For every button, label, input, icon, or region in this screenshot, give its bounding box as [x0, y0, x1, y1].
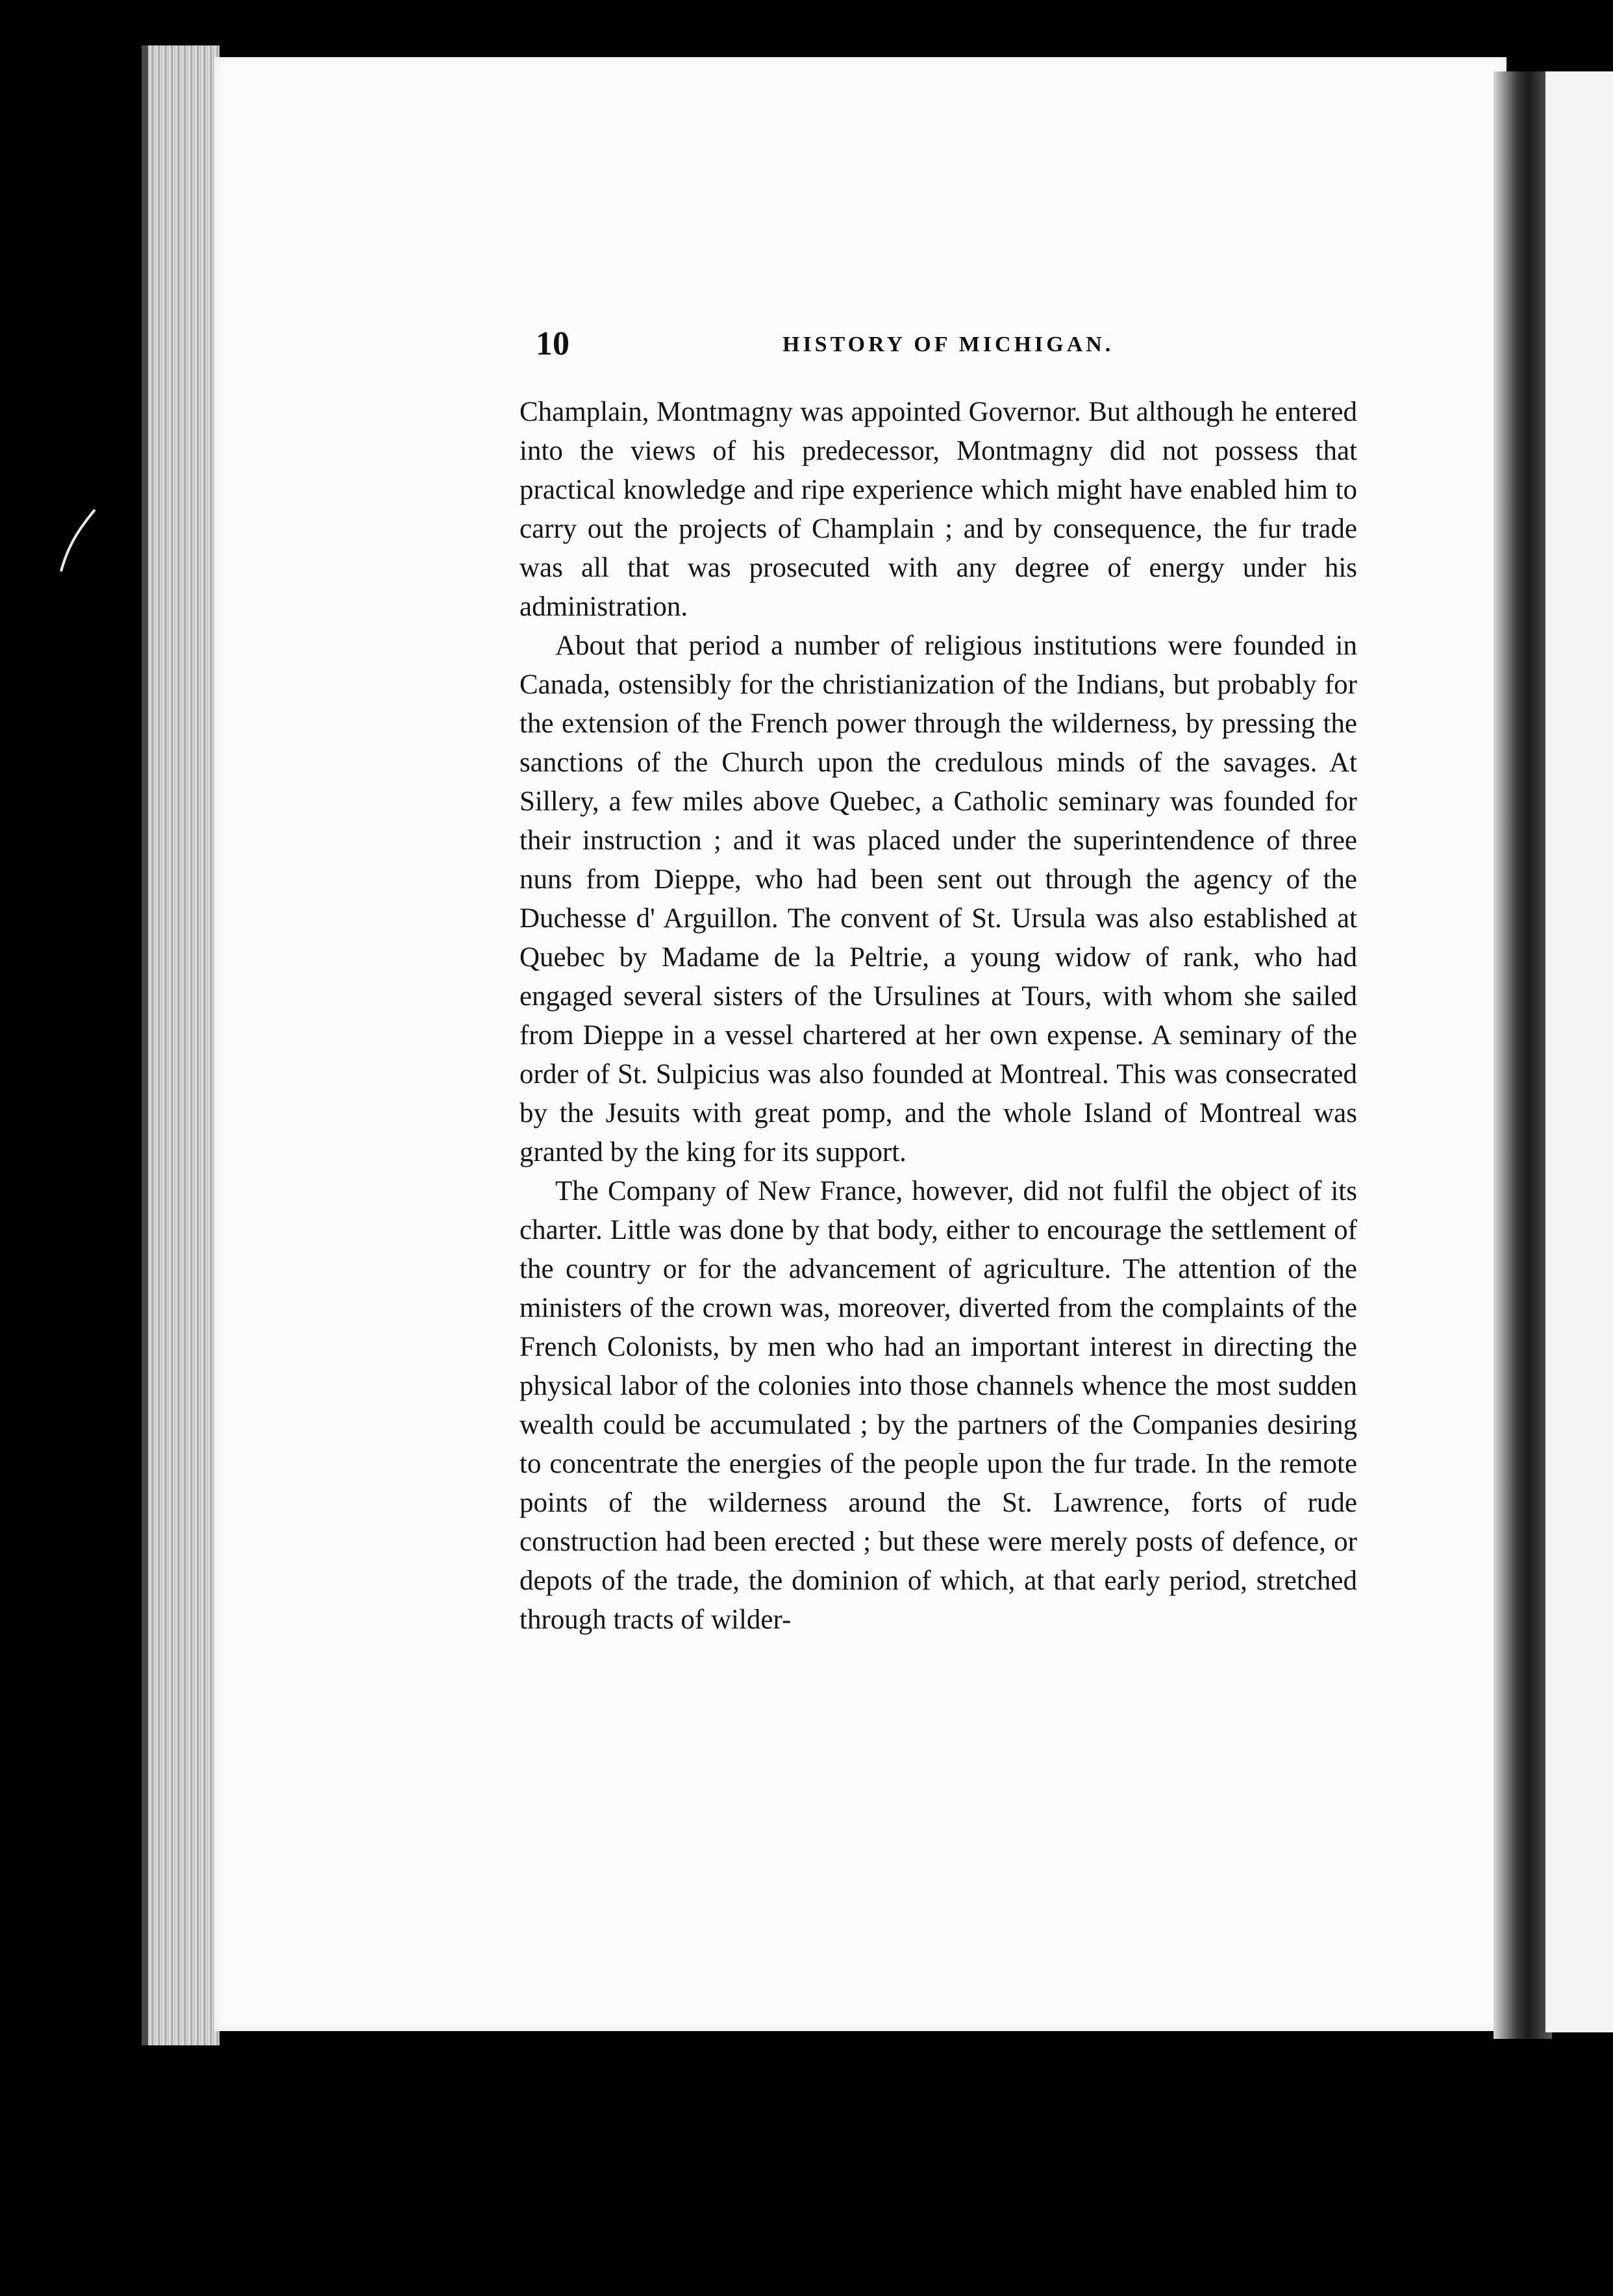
page-header [536, 325, 1386, 377]
paragraph: Champlain, Montmagny was appointed Governor. But although he entered into the views of his predecessor, Montmagny did not possess that practical knowledge and ripe experience which might have enabled him to carry out the projects of Champlain ; and by consequence, the fur trade was all that was prosecuted with any degree of energy under his administration. [519, 397, 1357, 622]
body-text [519, 393, 1357, 1640]
facing-page-edge [1545, 71, 1613, 2032]
book-page-edges [142, 45, 219, 2045]
margin-pen-mark [56, 506, 101, 578]
running-title: HISTORY OF MICHIGAN. [782, 332, 1114, 356]
paragraph: About that period a number of religious institutions were founded in Canada, ostensibly for the christianization of the Indians, but probably for the extension of the French power through the wilderness, by pressing the sanctions of the Church upon the credulous minds of the savages. At Sillery, a few miles above Quebec, a Catholic seminary was founded for their instruction ; and it was placed under the superintendence of three nuns from Dieppe, who had been sent out through the agency of the Duchesse d' Arguillon. The convent of St. Ursula was also established at Quebec by Madame de la Peltrie, a young widow of rank, who had engaged several sisters of the Ursulines at Tours, with whom she sailed from Dieppe in a vessel chartered at her own expense. A seminary of the order of St. Sulpicius was also founded at Montreal. This was consecrated by the Jesuits with great pomp, and the whole Island of Montreal was granted by the king for its support. [519, 630, 1357, 1167]
page-number: 10 [536, 325, 569, 362]
paragraph: The Company of New France, however, did not fulfil the object of its charter. Little was done by that body, either to encourage the settlement of the country or for the advancement of agriculture. The attention of the ministers of the crown was, moreover, diverted from the complaints of the French Colonists, by men who had an important interest in directing the physical labor of the colonies into those channels whence the most sudden wealth could be accumulated ; by the partners of the Companies desiring to concentrate the energies of the people upon the fur trade. In the remote points of the wilderness around the St. Lawrence, forts of rude construction had been erected ; but these were merely posts of defence, or depots of the trade, the dominion of which, at that early period, stretched through tracts of wilder- [519, 1176, 1357, 1635]
book-cover-edge [142, 45, 148, 2045]
book-gutter [1494, 71, 1552, 2039]
